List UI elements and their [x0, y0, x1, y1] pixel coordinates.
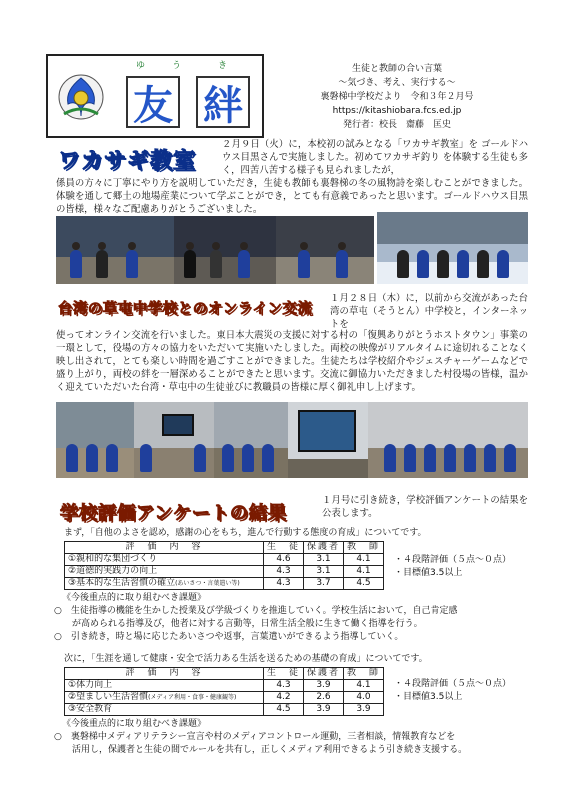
focus-item: 活用し，保護者と生徒の間でルールを共有し，正しくメディア利用できるよう引き続き支援する。	[54, 745, 468, 755]
target-line: ・目標値3.5以上	[394, 692, 463, 702]
row-item: ③安全教育	[68, 704, 113, 714]
col-parent: 保護者	[304, 542, 344, 554]
photo-wakasagi-group	[377, 212, 528, 284]
scale-note-1	[394, 554, 528, 580]
teacher-score: 4.1	[344, 554, 384, 566]
section-taiwan-heading: 台湾の草屯中学校とのオンライン交流	[58, 301, 313, 317]
scale-line: ・４段階評価（５点～０点）	[394, 555, 512, 565]
student-score: 4.5	[264, 704, 304, 716]
col-item: 評 価 内 容	[65, 542, 264, 554]
school-url: https://kitashiobara.fcs.ed.jp	[332, 106, 462, 116]
focus-item: ○ 裏磐梯中メディアリテラシー宣言や村のメディアコントロール運動，三者相談，情報教育などを	[54, 732, 456, 742]
focus-item: ○ 引き続き，時と場に応じたあいさつや返事，言葉遣いができるよう指導していく。	[54, 632, 404, 642]
photo-wakasagi-2	[174, 216, 276, 284]
col-item: 評 価 内 容	[65, 668, 264, 680]
title-box	[46, 54, 264, 138]
focus-item: ○ 生徒指導の機能を生かした授業及び学級づくりを推進していく。学校生活において，自己肯定感	[54, 606, 458, 616]
row-item: ②望ましい生活習慣	[68, 692, 149, 702]
teacher-score: 4.1	[344, 680, 384, 692]
survey-intro-2: 次に，「生涯を通して健康・安全で活力ある生活を送るための基礎の育成」についてです。	[64, 654, 428, 664]
teacher-score: 3.9	[344, 704, 384, 716]
table-row	[65, 578, 384, 590]
col-student: 生 徒	[264, 668, 304, 680]
ruby-u: う	[172, 61, 182, 71]
row-note: (メディア利用・食事・健康観等)	[148, 694, 237, 701]
col-teacher: 教 師	[344, 668, 384, 680]
photo-taiwan-screen	[288, 402, 368, 478]
parent-score: 3.1	[304, 554, 344, 566]
focus-list-2	[54, 731, 530, 757]
row-item: ①体力向上	[68, 680, 113, 690]
newsletter-page	[40, 40, 530, 775]
photo-taiwan-group	[368, 402, 528, 478]
ruby-ki: き	[218, 61, 228, 71]
row-item: ①親和的な集団づくり	[68, 554, 158, 564]
teacher-score: 4.5	[344, 578, 384, 590]
table-row	[65, 554, 384, 566]
photo-taiwan-2	[134, 402, 214, 478]
teacher-score: 4.0	[344, 692, 384, 704]
table-header-row	[65, 542, 384, 554]
student-score: 4.6	[264, 554, 304, 566]
photo-wakasagi-1	[56, 216, 174, 284]
survey-table-2	[64, 667, 384, 716]
col-teacher: 教 師	[344, 542, 384, 554]
ruby-yu: ゆ	[136, 61, 146, 71]
motto-label: 生徒と教師の合い言葉	[351, 64, 442, 74]
col-student: 生 徒	[264, 542, 304, 554]
section-wakasagi-body: 係員の方々に丁寧にやり方を説明していただき，生徒も教師も裏磐梯の冬の風物詩を楽しむことができました。体験を通して郷土の地場産業について学ぶことができ，とても有意義であったと思います。ゴールドハウス目黒の皆様，様々なご配慮ありがとうございました。	[56, 178, 528, 215]
table-row	[65, 704, 384, 716]
photo-wakasagi-3	[276, 216, 374, 284]
parent-score: 2.6	[304, 692, 344, 704]
motto: ～気づき、考え、実行する～	[338, 78, 456, 88]
parent-score: 3.1	[304, 566, 344, 578]
title-kanji-yu: 友	[126, 76, 180, 128]
table-row	[65, 692, 384, 704]
masthead	[40, 46, 530, 142]
table-row	[65, 566, 384, 578]
student-score: 4.3	[264, 680, 304, 692]
student-score: 4.3	[264, 566, 304, 578]
parent-score: 3.9	[304, 704, 344, 716]
section-survey-lead: １月号に引き続き，学校評価アンケートの結果を公表します。	[322, 495, 528, 519]
scale-note-2	[394, 678, 528, 704]
teacher-score: 4.1	[344, 566, 384, 578]
section-wakasagi-heading: ワカサギ教室	[58, 149, 197, 174]
focus-label-2: 《今後重点的に取り組むべき課題》	[62, 719, 207, 729]
photo-taiwan-3	[214, 402, 288, 478]
publisher-line: 発行者：校長 齋藤 匡史	[342, 120, 451, 130]
photo-taiwan-1	[56, 402, 134, 478]
survey-table-1	[64, 541, 384, 590]
scale-line: ・４段階評価（５点～０点）	[394, 679, 512, 689]
section-survey-heading: 学校評価アンケートの結果	[60, 503, 287, 524]
student-score: 4.2	[264, 692, 304, 704]
school-emblem-icon	[56, 70, 106, 124]
target-line: ・目標値3.5以上	[394, 568, 463, 578]
row-note: (あいさつ・言葉遣い等)	[175, 580, 240, 587]
parent-score: 3.9	[304, 680, 344, 692]
row-item: ③基本的な生活習慣の確立	[68, 578, 176, 588]
section-taiwan-body: 使ってオンライン交流を行いました。東日本大震災の支援に対する村の「復興ありがとうホストタウン」事業の一環として，役場の方々の協力をいただいて実施いたしました。両校の映像がリアルタイムに途切れることなく映し出されて，とても楽しい時間を過ごすことができました。生徒たちは学校紹介やジェスチャーゲームなどで盛り上がり，両校の絆を一層深めることができたと思います。交流に御協力いただきました村役場の皆様，温かく迎えていただいた台湾・草屯中の生徒並びに教職員の皆様に厚く御礼申し上げます。	[56, 330, 528, 393]
table-header-row	[65, 668, 384, 680]
student-score: 4.3	[264, 578, 304, 590]
focus-label-1: 《今後重点的に取り組むべき課題》	[62, 593, 207, 603]
table-row	[65, 680, 384, 692]
focus-item: が高められる指導及び，他者に対する言動等，日常生活全般に生きて働く指導を行う。	[54, 619, 423, 629]
title-kanji-kizuna: 絆	[196, 76, 250, 128]
col-parent: 保護者	[304, 668, 344, 680]
row-item: ②道徳的実践力の向上	[68, 566, 158, 576]
parent-score: 3.7	[304, 578, 344, 590]
section-wakasagi-lead: ２月９日（火）に，本校初の試みとなる「ワカサギ教室」を ゴールドハウス目黒さんで実施しました。初めてワカサギ釣り を体験する生徒も多く，四苦八苦する様子も見られましたが，	[222, 139, 528, 176]
issue-line: 裏磐梯中学校だより 令和３年２月号	[320, 92, 474, 102]
section-taiwan-lead: １月２８日（木）に，以前から交流があった台湾の草屯（そうとん）中学校と，インターネットを	[330, 293, 528, 330]
survey-intro-1: まず，「自他のよさを認め，感謝の心をもち，進んで行動する態度の育成」についてです。	[64, 528, 427, 538]
focus-list-1	[54, 605, 530, 644]
masthead-meta	[272, 62, 522, 132]
